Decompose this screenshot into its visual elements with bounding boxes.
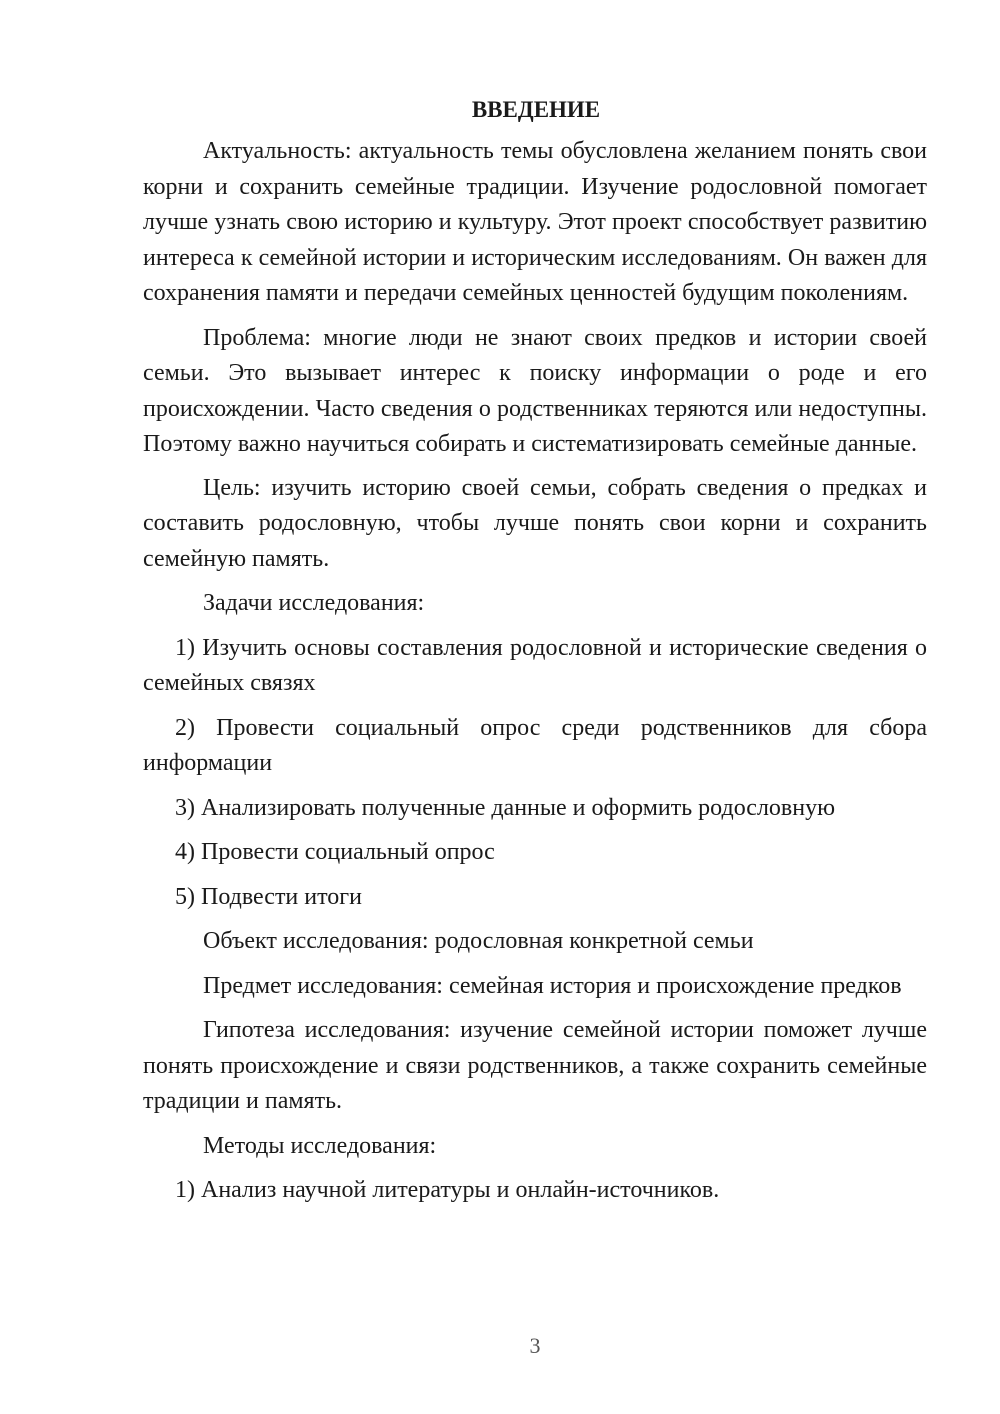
- relevance-paragraph: Актуальность: актуальность темы обусловлена желанием понять свои корни и сохранить семейные традиции. Изучение родословной помогает лучше узнать свою историю и культуру. Этот проект способствует развитию интереса к семейной истории и историческим исследованиям. Он важен для сохранения памяти и передачи семейных ценностей будущим поколениям.: [143, 138, 927, 306]
- problem-paragraph: Проблема: многие люди не знают своих предков и истории своей семьи. Это вызывает интерес к поиску информации о роде и его происхождении. Часто сведения о родственниках теряются или недоступны. Поэтому важно научиться собирать и систематизировать семейные данные.: [143, 324, 927, 457]
- task-item: 5) Подвести итоги: [175, 883, 362, 910]
- task-item: 4) Провести социальный опрос: [175, 839, 495, 865]
- page-number: 3: [529, 1333, 541, 1358]
- task-item: 3) Анализировать полученные данные и оформить родословную: [175, 794, 836, 821]
- object-line: Объект исследования: родословная конкретной семьи: [203, 928, 754, 954]
- hypothesis-paragraph: Гипотеза исследования: изучение семейной истории поможет лучше понять происхождение и связи родственников, а также сохранить семейные традиции и память.: [143, 1017, 927, 1114]
- goal-paragraph: Цель: изучить историю своей семьи, собрать сведения о предках и составить родословную, чтобы лучше понять свои корни и сохранить семейную память.: [143, 474, 927, 572]
- method-item: 1) Анализ научной литературы и онлайн-источников.: [175, 1177, 720, 1203]
- subject-line: Предмет исследования: семейная история и происхождение предков: [203, 972, 902, 999]
- section-heading: ВВЕДЕНИЕ: [471, 97, 601, 122]
- task-item: 2) Провести социальный опрос среди родственников для сбора информации: [143, 714, 927, 776]
- tasks-title: Задачи исследования:: [203, 590, 425, 616]
- task-item: 1) Изучить основы составления родословной и исторические сведения о семейных связях: [143, 634, 927, 696]
- methods-title: Методы исследования:: [203, 1132, 437, 1159]
- document-body: [143, 92, 927, 1218]
